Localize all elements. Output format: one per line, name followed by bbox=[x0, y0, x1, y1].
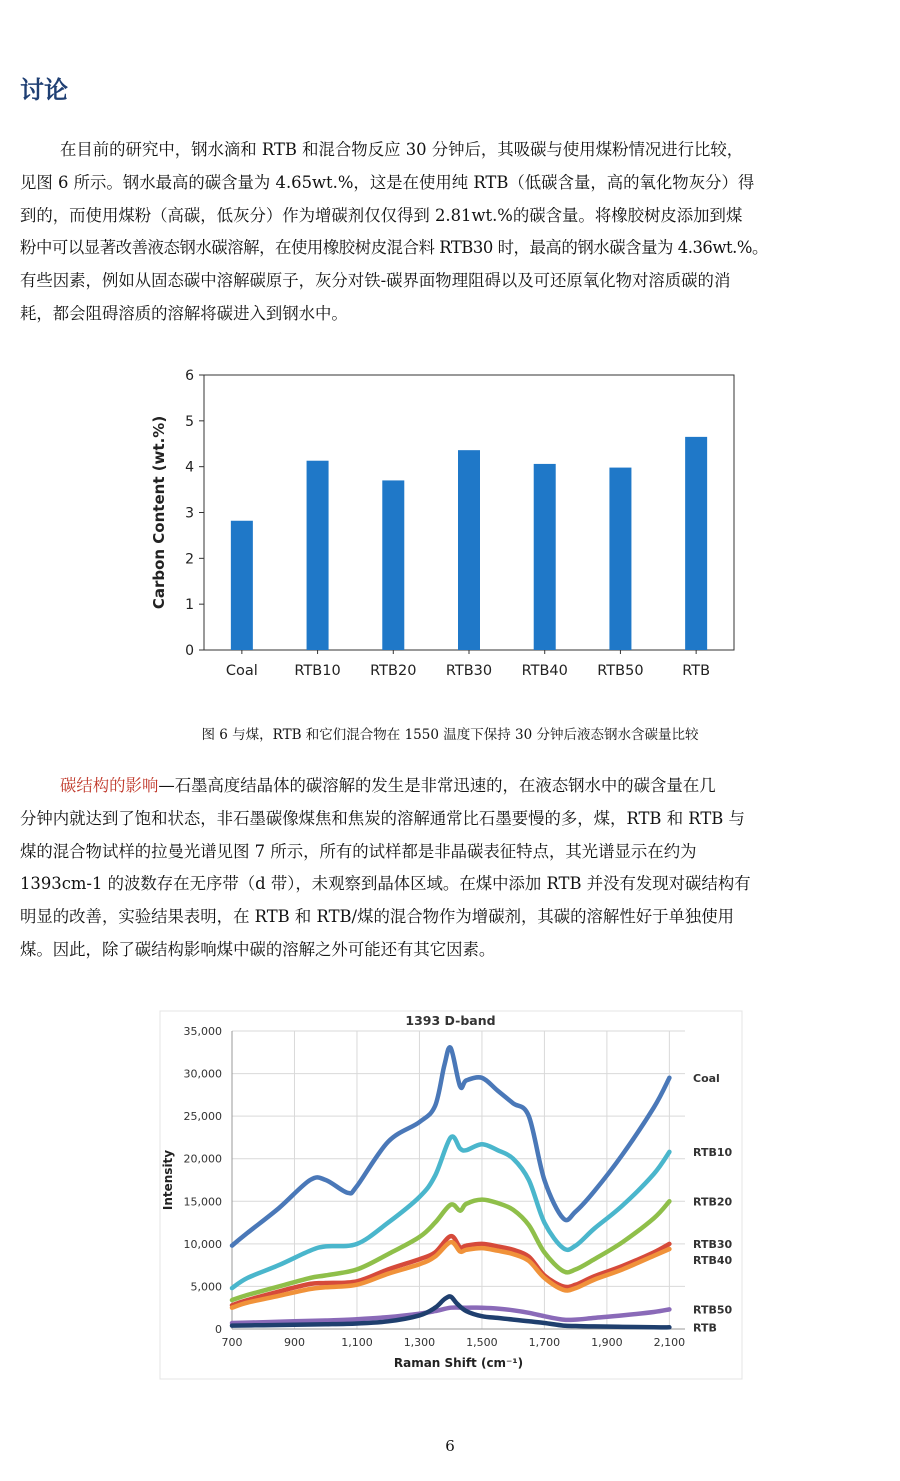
series-label: RTB bbox=[693, 1321, 717, 1335]
y-tick-label: 2 bbox=[185, 551, 194, 568]
bar bbox=[307, 461, 329, 650]
paragraph-1 bbox=[20, 134, 882, 331]
x-tick-label: 700 bbox=[221, 1336, 243, 1349]
series-label: RTB50 bbox=[693, 1303, 733, 1317]
bar bbox=[685, 437, 707, 650]
y-axis-label: Intensity bbox=[161, 1149, 175, 1211]
series-label: RTB30 bbox=[693, 1237, 733, 1251]
y-tick-label: 30,000 bbox=[183, 1067, 222, 1081]
bar bbox=[534, 464, 556, 650]
section-heading: 讨论 bbox=[20, 76, 68, 104]
x-tick-label: 900 bbox=[283, 1336, 305, 1349]
x-tick-label: 1,700 bbox=[528, 1336, 561, 1349]
series-label: RTB40 bbox=[693, 1253, 733, 1267]
paragraph-1-line: 到的，而使用煤粉（高碳，低灰分）作为增碳剂仅仅得到 2.81wt.%的碳含量。将橡胶树皮添加到煤 bbox=[20, 205, 743, 225]
y-tick-label: 3 bbox=[185, 505, 194, 522]
y-tick-label: 0 bbox=[185, 643, 194, 659]
carbon-content-bar-chart bbox=[140, 360, 760, 700]
y-tick-label: 1 bbox=[185, 597, 194, 614]
paragraph-2-lead: 碳结构的影响 bbox=[60, 776, 159, 795]
x-tick-label: 1,300 bbox=[403, 1336, 436, 1349]
y-tick-label: 5 bbox=[185, 413, 194, 430]
x-tick-label: RTB30 bbox=[445, 663, 493, 679]
x-tick-label: RTB bbox=[682, 663, 711, 679]
y-tick-label: 25,000 bbox=[183, 1110, 222, 1124]
paragraph-1-line: 粉中可以显著改善液态钢水碳溶解，在使用橡胶树皮混合料 RTB30 时，最高的钢水碳含量为 4.36wt.%。 bbox=[20, 238, 768, 258]
x-tick-label: RTB10 bbox=[294, 663, 341, 679]
paragraph-2-first-text: —石墨高度结晶体的碳溶解的发生是非常迅速的，在液态钢水中的碳含量在几 bbox=[158, 776, 716, 795]
paragraph-2-line: 1393cm-1 的波数存在无序带（d 带），未观察到晶体区域。在煤中添加 RTB 并没有发现对碳结构有 bbox=[20, 874, 751, 894]
y-tick-label: 35,000 bbox=[183, 1025, 222, 1038]
page-number: 6 bbox=[445, 1437, 455, 1455]
y-tick-label: 6 bbox=[185, 368, 194, 384]
x-tick-label: RTB20 bbox=[370, 663, 417, 679]
bar bbox=[609, 468, 631, 650]
x-tick-label: 1,100 bbox=[341, 1336, 373, 1349]
y-axis-label: Carbon Content (wt.%) bbox=[150, 415, 168, 610]
paragraph-2-line: 煤。因此，除了碳结构影响煤中碳的溶解之外可能还有其它因素。 bbox=[20, 939, 496, 959]
x-tick-label: RTB40 bbox=[521, 663, 568, 679]
paragraph-2 bbox=[20, 770, 882, 967]
paragraph-1-line: 在目前的研究中，钢水滴和 RTB 和混合物反应 30 分钟后，其吸碳与使用煤粉情况进行比较， bbox=[60, 140, 744, 159]
x-tick-label: Coal bbox=[225, 663, 258, 679]
paragraph-1-line: 耗，都会阻碍溶质的溶解将碳进入到钢水中。 bbox=[20, 303, 348, 323]
bar bbox=[231, 521, 253, 650]
x-tick-label: 2,100 bbox=[653, 1336, 686, 1349]
paragraph-2-line: 明显的改善，实验结果表明，在 RTB 和 RTB/煤的混合物作为增碳剂，其碳的溶解性好于单独使用 bbox=[20, 907, 735, 927]
y-tick-label: 4 bbox=[185, 459, 194, 476]
paragraph-1-line: 见图 6 所示。钢水最高的碳含量为 4.65wt.%，这是在使用纯 RTB（低碳含量，高的氧化物灰分）得 bbox=[20, 172, 755, 192]
y-tick-label: 20,000 bbox=[183, 1152, 222, 1166]
figure-6-caption: 图 6 与煤，RTB 和它们混合物在 1550 温度下保持 30 分钟后液态钢水含碳量比较 bbox=[201, 727, 699, 743]
bar bbox=[382, 480, 404, 650]
x-tick-label: 1,900 bbox=[591, 1336, 623, 1349]
series-label: RTB10 bbox=[693, 1145, 733, 1159]
y-tick-label: 10,000 bbox=[183, 1237, 222, 1251]
y-tick-label: 15,000 bbox=[183, 1195, 222, 1209]
x-tick-label: RTB50 bbox=[597, 663, 644, 679]
chart-title: 1393 D-band bbox=[405, 1013, 496, 1028]
raman-spectra-line-chart bbox=[150, 1003, 750, 1383]
paragraph-2-line-first bbox=[20, 770, 882, 803]
paragraph-2-line: 煤的混合物试样的拉曼光谱见图 7 所示，所有的试样都是非晶碳表征特点，其光谱显示在约为 bbox=[20, 841, 697, 861]
x-axis-label: Raman Shift (cm⁻¹) bbox=[393, 1356, 524, 1370]
paragraph-2-line: 分钟内就达到了饱和状态，非石墨碳像煤焦和焦炭的溶解通常比石墨要慢的多，煤，RTB 和 RTB 与 bbox=[20, 808, 745, 828]
series-label: RTB20 bbox=[693, 1195, 733, 1209]
y-tick-label: 0 bbox=[215, 1323, 222, 1336]
series-label: Coal bbox=[693, 1071, 720, 1085]
paragraph-1-line: 有些因素，例如从固态碳中溶解碳原子，灰分对铁-碳界面物理阻碍以及可还原氧化物对溶质碳的消 bbox=[20, 271, 731, 291]
y-tick-label: 5,000 bbox=[190, 1280, 222, 1294]
bar bbox=[458, 450, 480, 650]
x-tick-label: 1,500 bbox=[466, 1336, 498, 1349]
